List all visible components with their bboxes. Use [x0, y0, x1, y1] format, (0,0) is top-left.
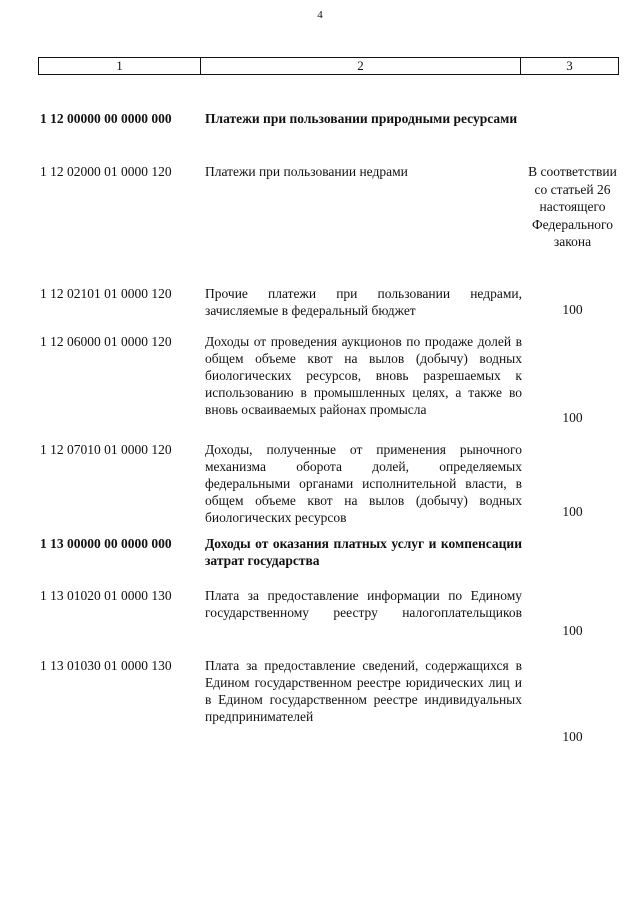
column-header-3: 3: [521, 58, 619, 75]
row-code: 1 12 06000 01 0000 120: [40, 334, 172, 349]
row-description: Доходы от оказания платных услуг и компенсации затрат государства: [205, 536, 522, 568]
row-code: 1 12 02000 01 0000 120: [40, 164, 172, 179]
column-header-1: 1: [39, 58, 201, 75]
row-value: 100: [562, 504, 583, 519]
row-code: 1 12 07010 01 0000 120: [40, 442, 172, 457]
row-code: 1 13 01030 01 0000 130: [40, 658, 172, 673]
row-description: Платежи при пользовании природными ресурсами: [205, 111, 518, 126]
row-description: Прочие платежи при пользовании недрами, зачисляемые в федеральный бюджет: [205, 286, 522, 318]
row-description: Доходы, полученные от применения рыночного механизма оборота долей, определяемых федеральными органами исполнительной власти, в общем объеме квот на вылов (добычу) водных биологических ресурсов: [205, 442, 522, 525]
row-code: 1 13 01020 01 0000 130: [40, 588, 172, 603]
row-value: 100: [562, 623, 583, 638]
row-value: В соответствии со статьей 26 настоящего Федерального закона: [528, 164, 617, 249]
row-description: Плата за предоставление информации по Единому государственному реестру налогоплательщиков: [205, 588, 522, 620]
row-code: 1 12 00000 00 0000 000: [40, 111, 172, 126]
row-code: 1 12 02101 01 0000 120: [40, 286, 172, 301]
column-header-table: [38, 57, 619, 75]
row-description: Плата за предоставление сведений, содержащихся в Едином государственном реестре юридических лиц и в Едином государственном реестре индивидуальных предпринимателей: [205, 658, 522, 724]
row-description: Доходы от проведения аукционов по продаже долей в общем объеме квот на вылов (добычу) водных биологических ресурсов, вновь разрешаемых к использованию в промышленных целях, а также во вновь осваиваемых районах промысла: [205, 334, 522, 417]
page-number: 4: [317, 9, 323, 21]
row-value: 100: [562, 410, 583, 425]
row-description: Платежи при пользовании недрами: [205, 164, 408, 179]
column-header-2: 2: [201, 58, 521, 75]
row-value: 100: [562, 729, 583, 744]
row-value: 100: [562, 302, 583, 317]
row-code: 1 13 00000 00 0000 000: [40, 536, 172, 551]
